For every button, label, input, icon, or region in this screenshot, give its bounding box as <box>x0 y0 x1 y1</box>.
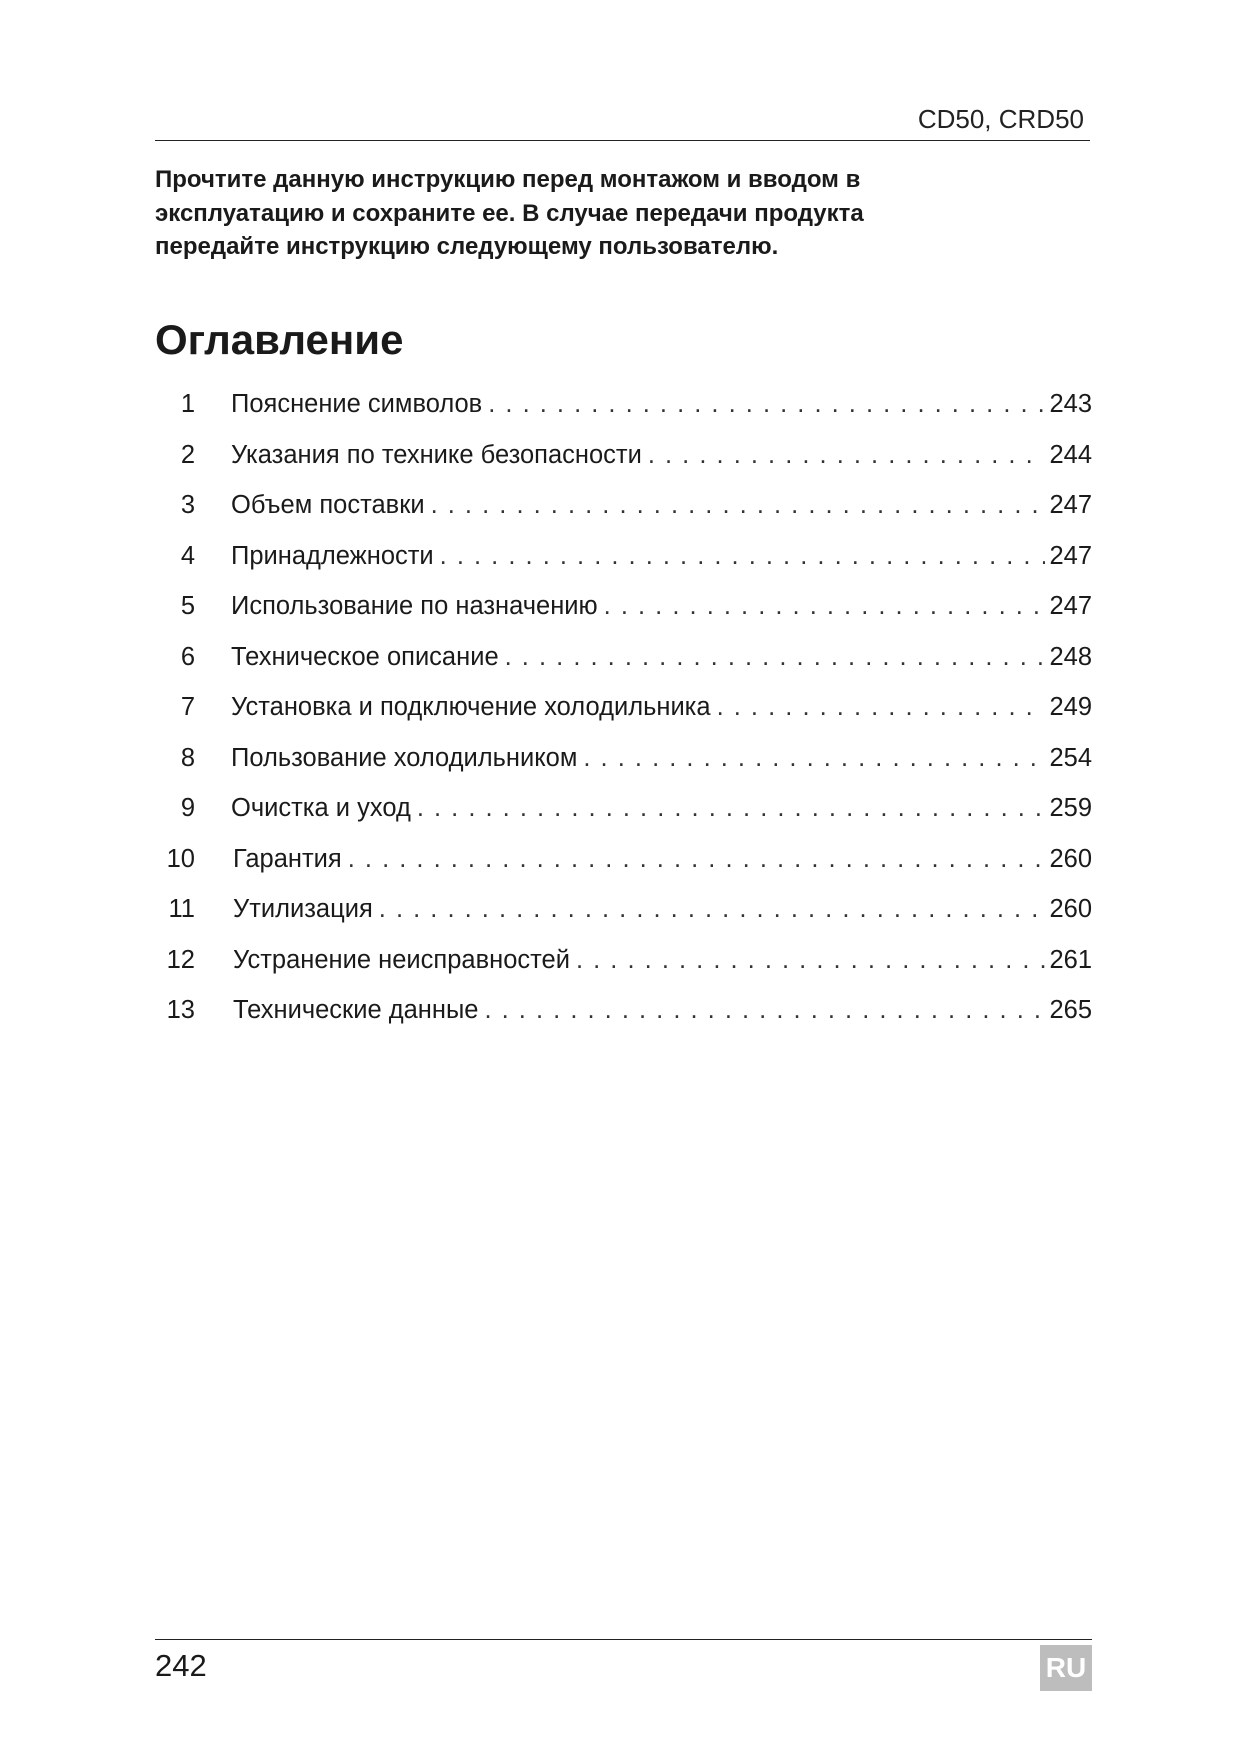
toc-dot-leader <box>417 788 1046 828</box>
page-header <box>155 100 1090 141</box>
toc-entry-6[interactable] <box>155 637 1092 688</box>
intro-line: эксплуатацию и сохраните ее. В случае передачи продукта <box>155 199 864 227</box>
toc-dot-leader <box>583 738 1045 778</box>
toc-entry-title: Объем поставки <box>231 485 425 525</box>
toc-entry-number: 1 <box>180 390 195 418</box>
toc-entry-number: 8 <box>180 743 195 772</box>
toc-dot-leader <box>717 687 1046 727</box>
toc-entry-title: Утилизация <box>233 889 373 929</box>
toc-dot-leader <box>505 637 1046 677</box>
toc-entry-5[interactable] <box>155 586 1092 637</box>
language-badge: RU <box>1040 1645 1092 1691</box>
toc-entry-page: 244 <box>1049 440 1092 469</box>
toc-title: Оглавление <box>155 316 404 363</box>
toc-entry-number: 2 <box>180 440 195 469</box>
toc-entry-12[interactable] <box>155 940 1092 991</box>
toc-entry-page: 247 <box>1049 541 1092 570</box>
toc-entry-number: 13 <box>166 996 195 1024</box>
toc-dot-leader <box>431 485 1046 525</box>
toc-entry-number: 9 <box>180 794 195 822</box>
toc-list <box>155 384 1092 1041</box>
toc-dot-leader <box>348 839 1046 879</box>
toc-entry-title: Использование по назначению <box>231 586 598 626</box>
toc-entry-4[interactable] <box>155 536 1092 587</box>
model-name: CD50, CRD50 <box>917 104 1084 134</box>
toc-entry-number: 6 <box>180 642 195 671</box>
toc-entry-page: 249 <box>1049 693 1092 721</box>
toc-entry-number: 11 <box>168 895 195 923</box>
page-footer <box>155 1639 1092 1698</box>
toc-entry-title: Устранение неисправностей <box>233 940 570 980</box>
toc-entry-page: 259 <box>1049 794 1092 822</box>
page-number: 242 <box>155 1648 207 1683</box>
toc-entry-number: 7 <box>180 693 195 721</box>
toc-entry-page: 254 <box>1049 743 1092 772</box>
toc-entry-title: Техническое описание <box>231 637 499 677</box>
toc-dot-leader <box>576 940 1045 980</box>
toc-entry-title: Установка и подключение холодильника <box>231 687 711 727</box>
toc-dot-leader <box>440 536 1046 576</box>
toc-entry-3[interactable] <box>155 485 1092 536</box>
toc-entry-13[interactable] <box>155 990 1092 1041</box>
toc-entry-number: 10 <box>166 844 195 873</box>
toc-entry-title: Технические данные <box>233 990 478 1030</box>
intro-line: Прочтите данную инструкцию перед монтажом и вводом в <box>155 166 861 193</box>
intro-notice <box>155 163 1095 264</box>
toc-dot-leader <box>648 435 1046 475</box>
toc-dot-leader <box>379 889 1046 929</box>
toc-entry-page: 261 <box>1049 945 1092 974</box>
toc-entry-page: 243 <box>1049 390 1092 418</box>
toc-dot-leader <box>488 384 1045 424</box>
toc-entry-10[interactable] <box>155 839 1092 890</box>
toc-dot-leader <box>604 586 1046 626</box>
toc-entry-2[interactable] <box>155 435 1092 486</box>
toc-dot-leader <box>484 990 1045 1030</box>
toc-entry-page: 260 <box>1049 844 1092 873</box>
toc-entry-8[interactable] <box>155 738 1092 789</box>
toc-entry-9[interactable] <box>155 788 1092 839</box>
toc-entry-number: 3 <box>180 491 195 519</box>
toc-entry-title: Принадлежности <box>231 536 434 576</box>
toc-entry-title: Пользование холодильником <box>231 738 577 778</box>
toc-entry-page: 265 <box>1049 996 1092 1024</box>
toc-entry-page: 247 <box>1049 491 1092 519</box>
toc-entry-title: Пояснение символов <box>231 384 482 424</box>
toc-entry-page: 260 <box>1049 895 1092 923</box>
toc-entry-page: 248 <box>1049 642 1092 671</box>
toc-entry-title: Гарантия <box>233 839 342 879</box>
toc-entry-number: 4 <box>180 541 195 570</box>
toc-entry-number: 12 <box>166 945 195 974</box>
toc-entry-title: Очистка и уход <box>231 788 411 828</box>
toc-entry-7[interactable] <box>155 687 1092 738</box>
toc-entry-1[interactable] <box>155 384 1092 435</box>
toc-entry-page: 247 <box>1049 592 1092 620</box>
toc-entry-11[interactable] <box>155 889 1092 940</box>
toc-entry-title: Указания по технике безопасности <box>231 435 642 475</box>
intro-line: передайте инструкцию следующему пользователю. <box>155 233 779 260</box>
toc-entry-number: 5 <box>180 592 195 620</box>
